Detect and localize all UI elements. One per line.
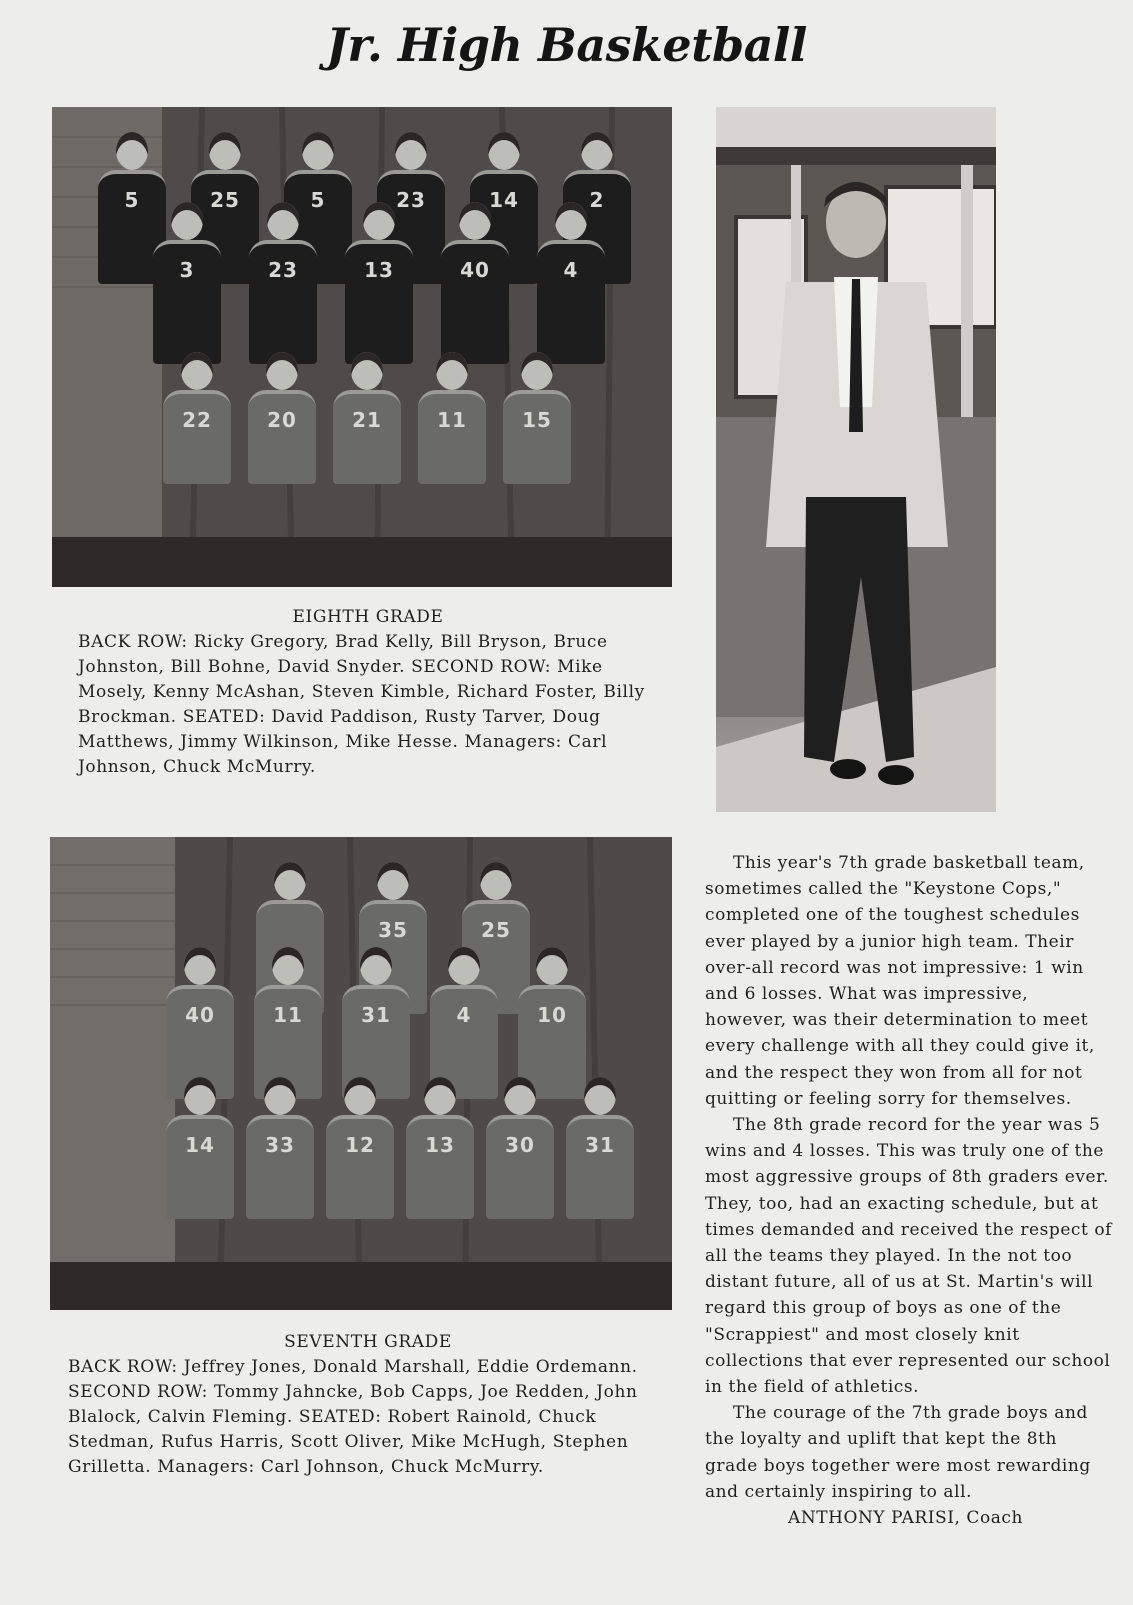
jersey-number: 40 bbox=[185, 1003, 215, 1027]
jersey-number: 15 bbox=[522, 408, 552, 432]
jersey-number: 30 bbox=[505, 1133, 535, 1157]
player-jersey bbox=[566, 1115, 634, 1219]
jersey-number: 11 bbox=[273, 1003, 303, 1027]
player-figure bbox=[512, 947, 592, 1097]
player-head bbox=[266, 352, 298, 390]
season-summary bbox=[705, 850, 1113, 1531]
player-jersey bbox=[249, 240, 317, 364]
player-jersey bbox=[441, 240, 509, 364]
player-figure bbox=[147, 202, 227, 362]
player-head bbox=[448, 947, 480, 985]
player-head bbox=[536, 947, 568, 985]
jersey-number: 14 bbox=[185, 1133, 215, 1157]
seventh-grade-team-photo bbox=[50, 837, 672, 1310]
jersey-number: 33 bbox=[265, 1133, 295, 1157]
player-figure bbox=[424, 947, 504, 1097]
jersey-number: 20 bbox=[267, 408, 297, 432]
player-figure bbox=[497, 352, 577, 482]
player-figure bbox=[435, 202, 515, 362]
player-head bbox=[184, 1077, 216, 1115]
jersey-number: 31 bbox=[585, 1133, 615, 1157]
seventh-grade-roster: BACK ROW: Jeffrey Jones, Donald Marshall, Eddie Ordemann. SECOND ROW: Tommy Jahncke, Bob Capps, Joe Redden, John Blalock, Calvin Fleming. SEATED: Robert Rainold, Chuck Stedman, Rufus Harris, Scott Oliver, Mike McHugh, Stephen Grilletta. Managers: Carl Johnson, Chuck McMurry. bbox=[68, 1357, 638, 1477]
player-jersey bbox=[418, 390, 486, 484]
player-figure bbox=[327, 352, 407, 482]
player-head bbox=[267, 202, 299, 240]
player-jersey bbox=[406, 1115, 474, 1219]
jersey-number: 12 bbox=[345, 1133, 375, 1157]
player-head bbox=[584, 1077, 616, 1115]
player-head bbox=[360, 947, 392, 985]
player-head bbox=[480, 862, 512, 900]
player-figure bbox=[240, 1077, 320, 1217]
jersey-number: 25 bbox=[481, 918, 511, 942]
player-figure bbox=[480, 1077, 560, 1217]
player-jersey bbox=[537, 240, 605, 364]
player-head bbox=[363, 202, 395, 240]
player-jersey bbox=[248, 390, 316, 484]
player-head bbox=[459, 202, 491, 240]
eighth-grade-team-photo bbox=[52, 107, 672, 587]
coach-photo bbox=[716, 107, 996, 812]
jersey-number: 21 bbox=[352, 408, 382, 432]
player-head bbox=[344, 1077, 376, 1115]
jersey-number: 14 bbox=[489, 188, 519, 212]
jersey-number: 4 bbox=[563, 258, 579, 282]
jersey-number: 2 bbox=[589, 188, 605, 212]
eighth-grade-caption bbox=[78, 605, 658, 780]
player-jersey bbox=[326, 1115, 394, 1219]
player-jersey bbox=[345, 240, 413, 364]
story-paragraph: The courage of the 7th grade boys and the loyalty and uplift that kept the 8th grade boys together were most rewarding and certainly inspiring to all. bbox=[705, 1403, 1091, 1502]
jersey-number: 23 bbox=[396, 188, 426, 212]
player-figure bbox=[531, 202, 611, 362]
player-head bbox=[272, 947, 304, 985]
player-jersey bbox=[246, 1115, 314, 1219]
player-head bbox=[181, 352, 213, 390]
player-jersey bbox=[333, 390, 401, 484]
player-figure bbox=[248, 947, 328, 1097]
player-figure bbox=[320, 1077, 400, 1217]
player-head bbox=[488, 132, 520, 170]
player-figure bbox=[400, 1077, 480, 1217]
seventh-grade-caption bbox=[68, 1330, 668, 1480]
player-head bbox=[209, 132, 241, 170]
player-head bbox=[264, 1077, 296, 1115]
player-figure bbox=[242, 352, 322, 482]
player-figure bbox=[339, 202, 419, 362]
jersey-number: 23 bbox=[268, 258, 298, 282]
jersey-number: 13 bbox=[425, 1133, 455, 1157]
story-paragraph: The 8th grade record for the year was 5 wins and 4 losses. This was truly one of the most aggressive groups of 8th graders ever. They, too, had an exacting schedule, but at times demanded and received the respect of all the teams they played. In the not too distant future, all of us at St. Martin's will regard this group of boys as one of the "Scrappiest" and most closely knit collections that ever represented our school in the field of athletics. bbox=[705, 1115, 1112, 1398]
player-figure bbox=[412, 352, 492, 482]
jersey-number: 4 bbox=[456, 1003, 472, 1027]
seventh-grade-heading: SEVENTH GRADE bbox=[284, 1332, 452, 1352]
jersey-number: 10 bbox=[537, 1003, 567, 1027]
player-head bbox=[116, 132, 148, 170]
jersey-number: 31 bbox=[361, 1003, 391, 1027]
player-figure bbox=[560, 1077, 640, 1217]
jersey-number: 35 bbox=[378, 918, 408, 942]
player-figure bbox=[160, 947, 240, 1097]
jersey-number: 5 bbox=[124, 188, 140, 212]
jersey-number: 25 bbox=[210, 188, 240, 212]
player-head bbox=[302, 132, 334, 170]
player-jersey bbox=[163, 390, 231, 484]
player-head bbox=[424, 1077, 456, 1115]
page-title: Jr. High Basketball bbox=[326, 18, 807, 72]
jersey-number: 3 bbox=[179, 258, 195, 282]
player-jersey bbox=[503, 390, 571, 484]
player-head bbox=[395, 132, 427, 170]
player-head bbox=[555, 202, 587, 240]
player-figure bbox=[160, 1077, 240, 1217]
player-head bbox=[521, 352, 553, 390]
player-head bbox=[504, 1077, 536, 1115]
player-jersey bbox=[153, 240, 221, 364]
player-figure bbox=[157, 352, 237, 482]
story-paragraph: This year's 7th grade basketball team, sometimes called the "Keystone Cops," completed one of the toughest schedules ever played by a junior high team. Their over-all record was not impressive: 1 win and 6 losses. What was impressive, however, was their determination to meet every challenge with all they could give it, and the respect they won from all for not quitting or feeling sorry for themselves. bbox=[705, 853, 1095, 1109]
player-figure bbox=[336, 947, 416, 1097]
jersey-number: 22 bbox=[182, 408, 212, 432]
player-head bbox=[436, 352, 468, 390]
player-figure bbox=[243, 202, 323, 362]
player-head bbox=[171, 202, 203, 240]
coach-photo-drawing bbox=[716, 107, 996, 812]
player-head bbox=[184, 947, 216, 985]
player-head bbox=[377, 862, 409, 900]
player-jersey bbox=[486, 1115, 554, 1219]
jersey-number: 11 bbox=[437, 408, 467, 432]
jersey-number: 40 bbox=[460, 258, 490, 282]
player-jersey bbox=[166, 1115, 234, 1219]
eighth-grade-heading: EIGHTH GRADE bbox=[292, 607, 444, 627]
jersey-number: 5 bbox=[310, 188, 326, 212]
player-head bbox=[274, 862, 306, 900]
player-head bbox=[581, 132, 613, 170]
player-head bbox=[351, 352, 383, 390]
eighth-grade-roster: BACK ROW: Ricky Gregory, Brad Kelly, Bill Bryson, Bruce Johnston, Bill Bohne, David Snyder. SECOND ROW: Mike Mosely, Kenny McAshan, Steven Kimble, Richard Foster, Billy Brockman. SEATED: David Paddison, Rusty Tarver, Doug Matthews, Jimmy Wilkinson, Mike Hesse. Managers: Carl Johnson, Chuck McMurry. bbox=[78, 632, 645, 777]
jersey-number: 13 bbox=[364, 258, 394, 282]
coach-signature: ANTHONY PARISI, Coach bbox=[788, 1508, 1023, 1529]
